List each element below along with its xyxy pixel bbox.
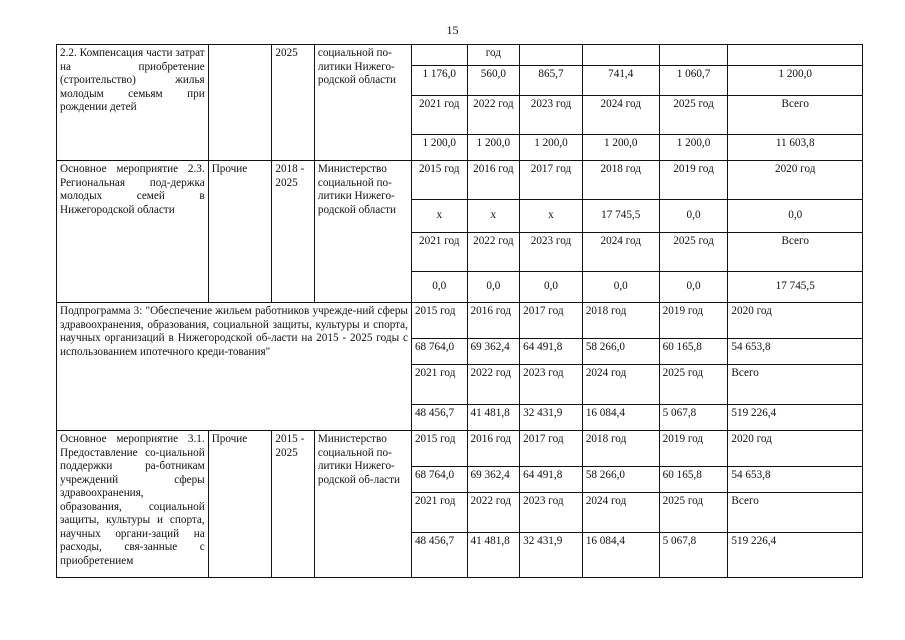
year-cell: 2022 год	[467, 365, 520, 405]
value-cell: 16 084,4	[582, 405, 659, 431]
year-cell: Всего	[728, 96, 863, 135]
value-cell: 16 084,4	[582, 533, 659, 578]
year-cell: 2024 год	[582, 365, 659, 405]
year-cell	[582, 45, 659, 66]
value-cell: 58 266,0	[582, 339, 659, 365]
year-cell: 2021 год	[411, 233, 467, 272]
block-2-2-source	[208, 45, 272, 161]
value-cell: 54 653,8	[728, 339, 863, 365]
year-cell: Всего	[728, 493, 863, 533]
block-2-3-source: Прочие	[208, 161, 272, 303]
value-cell: 560,0	[467, 66, 520, 96]
year-cell: 2017 год	[520, 161, 583, 200]
value-cell: 1 060,7	[659, 66, 728, 96]
value-cell: 1 200,0	[582, 135, 659, 161]
value-cell: 0,0	[659, 272, 728, 303]
year-cell: 2023 год	[520, 233, 583, 272]
year-cell: 2016 год	[467, 431, 520, 467]
year-cell: 2025 год	[659, 493, 728, 533]
year-cell: 2024 год	[582, 233, 659, 272]
value-cell: 58 266,0	[582, 467, 659, 493]
block-2-2-period: 2025	[272, 45, 314, 161]
year-cell: 2023 год	[520, 365, 583, 405]
year-cell: 2020 год	[728, 303, 863, 339]
year-cell	[659, 45, 728, 66]
block-3-1-row-1	[57, 431, 863, 467]
value-cell: 1 200,0	[467, 135, 520, 161]
block-2-2-row-1	[57, 45, 863, 66]
year-cell: 2017 год	[520, 303, 583, 339]
value-cell: 0,0	[467, 272, 520, 303]
year-cell: 2021 год	[411, 365, 467, 405]
year-cell: 2015 год	[411, 161, 467, 200]
year-cell: 2022 год	[467, 233, 520, 272]
value-cell: 0,0	[728, 200, 863, 233]
year-cell: 2022 год	[467, 493, 520, 533]
value-cell: 1 200,0	[520, 135, 583, 161]
subprogram-3-name: Подпрограмма 3: "Обеспечение жильем работников учрежде-ний сферы здравоохранения, образования, социальной защиты, культуры и спорта, научных организаций в Нижегородской об-ласти на 2015 - 2025 годы с использованием ипотечного креди-тования"	[57, 303, 412, 431]
value-cell: 64 491,8	[520, 339, 583, 365]
year-cell: Всего	[728, 365, 863, 405]
year-cell: год	[467, 45, 520, 66]
value-cell: x	[520, 200, 583, 233]
value-cell: 48 456,7	[411, 405, 467, 431]
value-cell: x	[411, 200, 467, 233]
block-2-2-name: 2.2. Компенсация части затрат на приобретение (строительство) жилья молодым семьям при рождении детей	[57, 45, 209, 161]
value-cell: 1 200,0	[411, 135, 467, 161]
value-cell: 60 165,8	[659, 467, 728, 493]
program-table	[56, 44, 863, 578]
value-cell: 48 456,7	[411, 533, 467, 578]
year-cell: 2025 год	[659, 233, 728, 272]
value-cell: 5 067,8	[659, 533, 728, 578]
page-number: 15	[446, 23, 459, 37]
year-cell: 2019 год	[659, 431, 728, 467]
value-cell: 0,0	[411, 272, 467, 303]
value-cell: 17 745,5	[582, 200, 659, 233]
year-cell: 2024 год	[582, 96, 659, 135]
value-cell: 64 491,8	[520, 467, 583, 493]
value-cell: 1 176,0	[411, 66, 467, 96]
year-cell: 2019 год	[659, 161, 728, 200]
year-cell: 2021 год	[411, 493, 467, 533]
year-cell: 2016 год	[467, 303, 520, 339]
block-2-2-executor: социальной по-литики Нижего-родской области	[314, 45, 411, 161]
value-cell: 0,0	[659, 200, 728, 233]
year-cell: 2023 год	[520, 493, 583, 533]
block-2-3-period: 2018 - 2025	[272, 161, 314, 303]
year-cell: 2018 год	[582, 303, 659, 339]
value-cell: 41 481,8	[467, 405, 520, 431]
value-cell: 0,0	[520, 272, 583, 303]
year-cell: 2019 год	[659, 303, 728, 339]
year-cell: 2023 год	[520, 96, 583, 135]
year-cell: 2025 год	[659, 96, 728, 135]
value-cell: 54 653,8	[728, 467, 863, 493]
year-cell: 2021 год	[411, 96, 467, 135]
value-cell: 1 200,0	[659, 135, 728, 161]
block-3-1-name: Основное мероприятие 3.1. Предоставление со-циальной поддержки ра-ботникам учреждений сферы здравоохранения, образования, социальной защиты, культуры и спорта, научных органи-заций на расходы, свя-занные с приобретением	[57, 431, 209, 578]
year-cell	[520, 45, 583, 66]
value-cell: 11 603,8	[728, 135, 863, 161]
year-cell: 2018 год	[582, 431, 659, 467]
year-cell: 2024 год	[582, 493, 659, 533]
value-cell: 68 764,0	[411, 467, 467, 493]
block-2-3-name: Основное мероприятие 2.3. Региональная под-держка молодых семей в Нижегородской области	[57, 161, 209, 303]
subprogram-3-row-1	[57, 303, 863, 339]
value-cell: 0,0	[582, 272, 659, 303]
year-cell: 2017 год	[520, 431, 583, 467]
block-3-1-source: Прочие	[208, 431, 272, 578]
year-cell: 2015 год	[411, 303, 467, 339]
value-cell: 1 200,0	[728, 66, 863, 96]
value-cell: x	[467, 200, 520, 233]
value-cell: 41 481,8	[467, 533, 520, 578]
block-2-3-executor: Министерство социальной по-литики Нижего-родской области	[314, 161, 411, 303]
year-cell: 2020 год	[728, 161, 863, 200]
value-cell: 741,4	[582, 66, 659, 96]
value-cell: 32 431,9	[520, 405, 583, 431]
value-cell: 60 165,8	[659, 339, 728, 365]
year-cell: 2016 год	[467, 161, 520, 200]
value-cell: 5 067,8	[659, 405, 728, 431]
block-3-1-period: 2015 - 2025	[272, 431, 314, 578]
value-cell: 865,7	[520, 66, 583, 96]
value-cell: 519 226,4	[728, 533, 863, 578]
value-cell: 68 764,0	[411, 339, 467, 365]
block-2-3-row-1	[57, 161, 863, 200]
block-3-1-executor: Министерство социальной по-литики Нижего-родской об-ласти	[314, 431, 411, 578]
value-cell: 17 745,5	[728, 272, 863, 303]
year-cell: 2015 год	[411, 431, 467, 467]
year-cell	[728, 45, 863, 66]
value-cell: 69 362,4	[467, 467, 520, 493]
value-cell: 69 362,4	[467, 339, 520, 365]
year-cell: 2018 год	[582, 161, 659, 200]
year-cell: 2020 год	[728, 431, 863, 467]
year-cell	[411, 45, 467, 66]
value-cell: 32 431,9	[520, 533, 583, 578]
year-cell: 2025 год	[659, 365, 728, 405]
year-cell: 2022 год	[467, 96, 520, 135]
year-cell: Всего	[728, 233, 863, 272]
value-cell: 519 226,4	[728, 405, 863, 431]
